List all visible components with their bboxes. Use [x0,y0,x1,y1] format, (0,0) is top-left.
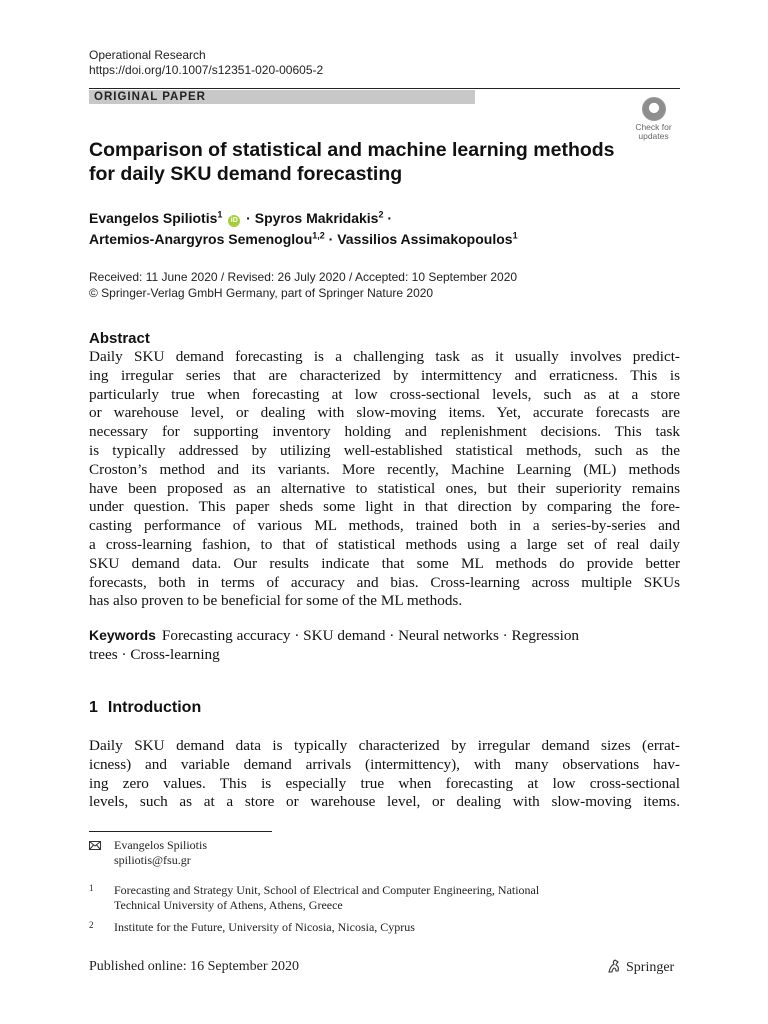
intro-line: Daily SKU demand data is typically characterized by irregular demand sizes (errat- [89,737,680,754]
abstract-line: have been proposed as an alternative to statistical ones, but their superiority remains [89,479,680,497]
abstract-line: has also proven to be beneficial for some of the ML methods. [89,592,463,610]
copyright-notice: © Springer-Verlag GmbH Germany, part of Springer Nature 2020 [89,286,434,300]
affiliation-2-line-1: Institute for the Future, University of Nicosia, Nicosia, Cyprus [114,920,415,934]
author-name[interactable]: Vassilios Assimakopoulos [337,231,513,247]
history-dates: Received: 11 June 2020 / Revised: 26 July 2020 / Accepted: 10 September 2020 [89,270,518,284]
author-line-2 [89,229,518,250]
abstract-line: forecasts, both in terms of accuracy and bias. Cross-learning across multiple SKUs [89,573,680,591]
author-line-1 [89,208,518,229]
abstract-line: a cross-learning fashion, to that of statistical methods using a large set of real daily [89,535,680,553]
affiliation-mark: 1 [217,209,223,220]
abstract-line: ing irregular series that are characterized by intermittency and erraticness. This is [89,366,680,384]
publisher-logo [606,958,674,976]
affiliation-1 [114,883,539,913]
abstract-line: casting performance of various ML methods, trained both in a series-by-series and [89,517,680,535]
affiliation-mark: 2 [378,209,384,220]
affiliation-2 [114,920,415,935]
affiliation-1-line-1: Forecasting and Strategy Unit, School of Electrical and Computer Engineering, National [114,883,540,897]
abstract-line: SKU demand data. Our results indicate that some ML methods do provide better [89,554,680,572]
affiliation-mark: 1 [512,230,518,241]
abstract-line: or warehouse level, or dealing with slow-moving items. Yet, accurate forecasts are [89,404,680,422]
abstract-line: necessary for supporting inventory holding and replenishment decisions. This task [89,423,680,441]
check-for-updates-badge[interactable] [627,97,680,141]
introduction-body [89,737,680,812]
affiliation-1-line-2: Technical University of Athens, Athens, Greece [114,898,343,912]
abstract-heading: Abstract [89,330,150,347]
publisher-name: Springer [626,960,675,975]
check-updates-icon [642,97,666,121]
corresponding-author [114,838,207,868]
author-name[interactable]: Artemios‑Anargyros Semenoglou [89,231,313,247]
intro-line: levels, such as at a store or warehouse level, or dealing with slow-moving items. [89,793,680,811]
abstract-body [89,348,680,611]
section-title: Introduction [107,699,202,716]
author-separator: · [387,210,393,226]
section-number: 1 [89,699,98,716]
keywords-block [89,626,680,664]
keywords-line-1: Forecasting accuracy · SKU demand · Neural networks · Regression [161,627,580,644]
doi-link[interactable]: https://doi.org/10.1007/s12351-020-00605-2 [89,63,324,77]
corresponding-email[interactable]: spiliotis@fsu.gr [114,853,191,867]
paper-title [89,138,629,186]
intro-line: ing zero values. This is especially true when forecasting at low cross-sectional [89,774,680,792]
abstract-line: Croston’s method and its variants. More recently, Machine Learning (ML) methods [89,460,680,478]
published-online: Published online: 16 September 2020 [89,959,299,974]
footnote-rule [89,831,272,832]
abstract-line: is typically addressed by utilizing well-established statistical methods, such as the [89,441,680,459]
article-type-label: ORIGINAL PAPER [94,91,206,103]
banner-rule [89,88,680,89]
affiliation-mark: 1,2 [312,230,325,241]
abstract-line: particularly true when forecasting at low cross-sectional levels, such as at a store [89,385,680,403]
author-separator: · [246,210,251,226]
check-updates-line1: Check for [635,122,672,132]
author-name[interactable]: Evangelos Spiliotis [89,210,218,226]
check-updates-line2: updates [638,131,669,141]
footnote-marker-2: 2 [89,920,94,930]
author-list [89,208,518,250]
title-line-1: Comparison of statistical and machine learning methods [89,139,615,161]
springer-horse-icon [606,958,622,974]
abstract-line: Daily SKU demand forecasting is a challenging task as it usually involves predict- [89,348,680,365]
keywords-line-2: trees · Cross-learning [89,646,220,663]
keywords-heading: Keywords [89,627,156,643]
journal-name: Operational Research [89,48,206,62]
title-line-2: for daily SKU demand forecasting [89,163,403,185]
corresponding-name: Evangelos Spiliotis [114,838,207,852]
author-separator: · [328,231,334,247]
orcid-icon[interactable]: iD [228,215,240,227]
journal-header [89,48,323,78]
article-dates [89,269,517,301]
author-name[interactable]: Spyros Makridakis [254,210,379,226]
intro-line: icness) and variable demand arrivals (intermittency), with many observations hav- [89,755,680,773]
footnote-marker-1: 1 [89,883,94,893]
section-heading [89,699,211,717]
abstract-line: under question. This paper sheds some light in that direction by comparing the fore- [89,498,680,516]
envelope-icon [89,841,101,850]
